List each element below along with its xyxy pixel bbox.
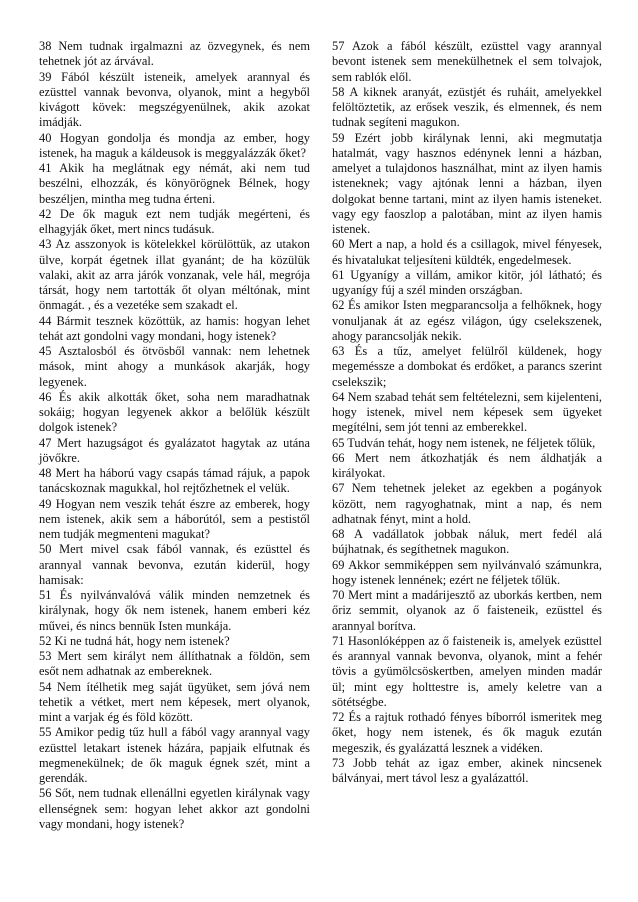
verse-69: 69 Akkor semmiképpen sem nyilvánvaló számunkra, hogy istenek lennének; ezért ne féljetek tőlük.: [332, 557, 602, 587]
verse-43: 43 Az asszonyok is kötelekkel körülöttük, az utakon ülve, korpát égetnek illat gyanánt; de ha közülük valaki, akit az arra járók vonzanak, vele hál, megrója társát, hogy nem tartották őt olyan méltónak, mint önmagát. , és a vezetéke sem szakadt el.: [39, 237, 310, 313]
verse-51: 51 És nyilvánvalóvá válik minden nemzetnek és királynak, hogy ők nem istenek, hanem emberi kéz művei, és nincs bennük Isten munkája.: [39, 588, 310, 633]
verse-50: 50 Mert mivel csak fából vannak, és ezüsttel és arannyal vannak bevonva, ezután kiderül, hogy hamisak:: [39, 542, 310, 587]
verse-61: 61 Ugyanígy a villám, amikor kitör, jól látható; és ugyanígy fúj a szél minden országban.: [332, 267, 602, 297]
verse-67: 67 Nem tehetnek jeleket az egekben a pogányok között, nem ragyoghatnak, mint a nap, és nem adhatnak fényt, mint a hold.: [332, 481, 602, 526]
verse-66: 66 Mert nem átkozhatják és nem áldhatják a királyokat.: [332, 450, 602, 480]
verse-54: 54 Nem ítélhetik meg saját ügyüket, sem jóvá nem tehetik a vétket, mert nem képesek, mert olyanok, mint a varjak ég és föld között.: [39, 679, 310, 724]
verse-48: 48 Mert ha háború vagy csapás támad rájuk, a papok tanácskoznak magukkal, hol rejtőzhetnek el velük.: [39, 466, 310, 496]
right-column: [332, 39, 602, 786]
verse-71: 71 Hasonlóképpen az ő faisteneik is, amelyek ezüsttel és arannyal vannak bevonva, olyanok, mint a fehér tövis a gyümölcsöskertben, amelyen minden madár ül; mint egy holttestre is, amely keletre van a sötétségbe.: [332, 633, 602, 709]
verse-57: 57 Azok a fából készült, ezüsttel vagy arannyal bevont istenek sem menekülhetnek el sem tolvajok, sem rablók elől.: [332, 39, 602, 84]
verse-72: 72 És a rajtuk rothadó fényes bíborról ismeritek meg őket, hogy nem istenek, és ők maguk ezután megeszik, és gyalázattá lesznek a vidéken.: [332, 710, 602, 755]
verse-70: 70 Mert mint a madárijesztő az uborkás kertben, nem őriz semmit, olyanok az ő faisteneik, ezüsttel és arannyal borítva.: [332, 588, 602, 633]
verse-59: 59 Ezért jobb királynak lenni, aki megmutatja hatalmát, vagy hasznos edénynek lenni a házban, amelyet a tulajdonos használhat, mint az ilyen hamis isteneknek; vagy ajtónak lenni a házban, ilyen dolgokat benne tartani, mint az ilyen hamis isteneket. vagy egy faoszlop a palotában, mint az ilyen hamis istenek.: [332, 130, 602, 236]
verse-62: 62 És amikor Isten megparancsolja a felhőknek, hogy vonuljanak át az egész világon, úgy cselekszenek, ahogy parancsolják nekik.: [332, 298, 602, 343]
verse-73: 73 Jobb tehát az igaz ember, akinek nincsenek bálványai, mert távol lesz a gyalázattól.: [332, 755, 602, 785]
verse-45: 45 Asztalosból és ötvösből vannak: nem lehetnek mások, mint ahogy a munkások akarják, hogy legyenek.: [39, 344, 310, 389]
verse-42: 42 De ők maguk ezt nem tudják megérteni, és elhagyják őket, mert nincs tudásuk.: [39, 206, 310, 236]
verse-49: 49 Hogyan nem veszik tehát észre az emberek, hogy nem istenek, akik sem a háborútól, sem a pestistől nem tudják megmenteni magukat?: [39, 496, 310, 541]
verse-40: 40 Hogyan gondolja és mondja az ember, hogy istenek, ha maguk a káldeusok is meggyalázzák őket?: [39, 130, 310, 160]
verse-53: 53 Mert sem királyt nem állíthatnak a földön, sem esőt nem adhatnak az embereknek.: [39, 649, 310, 679]
verse-41: 41 Akik ha meglátnak egy némát, aki nem tud beszélni, elhozzák, és könyörögnek Bélnek, hogy beszéljen, mintha meg tudna érteni.: [39, 161, 310, 206]
verse-64: 64 Nem szabad tehát sem feltételezni, sem kijelenteni, hogy istenek, mivel nem képesek sem ügyeket megítélni, sem jót tenni az emberekkel.: [332, 389, 602, 435]
verse-58: 58 A kiknek aranyát, ezüstjét és ruháit, amelyekkel felöltöztetik, az erősek veszik, és elmennek, és nem tudnak segíteni magukon.: [332, 84, 602, 130]
verse-56: 56 Sőt, nem tudnak ellenállni egyetlen királynak vagy ellenségnek sem: hogyan lehet akkor azt gondolni vagy mondani, hogy istenek?: [39, 786, 310, 831]
verse-39: 39 Fából készült isteneik, amelyek arannyal és ezüsttel vannak bevonva, olyanok, mint a hegyből kivágott kövek: megszégyenülnek, akik azokat imádják.: [39, 69, 310, 130]
verse-55: 55 Amikor pedig tűz hull a fából vagy arannyal vagy ezüsttel letakart istenek házára, papjaik elfutnak és megmenekülnek; de ők maguk égnek szét, mint a gerendák.: [39, 725, 310, 785]
verse-63: 63 És a tűz, amelyet felülről küldenek, hogy megeméssze a dombokat és erdőket, a parancs szerint cselekszik;: [332, 344, 602, 389]
verse-47: 47 Mert hazugságot és gyalázatot hagytak az utána jövőkre.: [39, 435, 310, 465]
verse-65: 65 Tudván tehát, hogy nem istenek, ne féljetek tőlük,: [332, 435, 596, 450]
verse-68: 68 A vadállatok jobbak náluk, mert fedél alá bújhatnak, és segíthetnek magukon.: [332, 527, 602, 557]
left-column: [39, 39, 310, 832]
verse-38: 38 Nem tudnak irgalmazni az özvegynek, és nem tehetnek jót az árvával.: [39, 39, 310, 69]
verse-44: 44 Bármit tesznek közöttük, az hamis: hogyan lehet tehát azt gondolni vagy mondani, hogy istenek?: [39, 313, 310, 343]
verse-60: 60 Mert a nap, a hold és a csillagok, mivel fényesek, és hivatalukat teljesíteni küldték, engedelmesek.: [332, 237, 602, 267]
verse-46: 46 És akik alkották őket, soha nem maradhatnak sokáig; hogyan legyenek akkor a belőlük készült dolgok istenek?: [39, 389, 310, 435]
verse-52: 52 Ki ne tudná hát, hogy nem istenek?: [39, 633, 230, 648]
